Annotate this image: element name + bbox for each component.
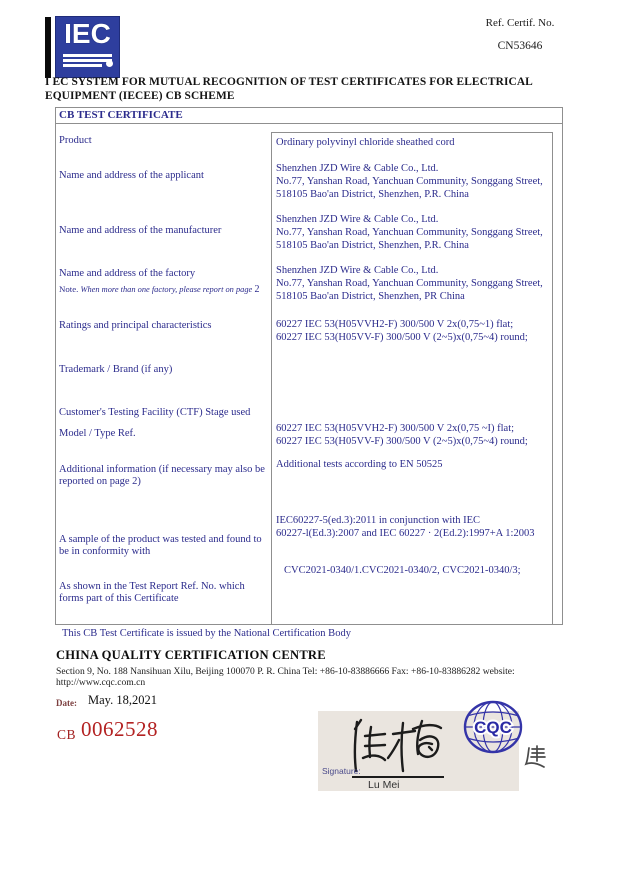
- value-product: Ordinary polyvinyl chloride sheathed cord: [276, 137, 455, 148]
- label-model: Model / Type Ref.: [59, 428, 136, 439]
- value-line: No.77, Yanshan Road, Yanchuan Community, Songgang Street,: [276, 277, 543, 289]
- signature-line: [352, 776, 444, 778]
- ref-certif-block: [430, 17, 610, 52]
- value-line: 518105 Bao'an District, Shenzhen, P.R. China: [276, 239, 469, 251]
- value-factory: [276, 265, 550, 303]
- iec-logo: [55, 16, 120, 78]
- label-conformity: A sample of the product was tested and found to be in conformity with: [59, 534, 262, 557]
- label-factory: Name and address of the factory: [59, 268, 196, 279]
- value-line: 60227-l(Ed.3):2007 and IEC 60227 · 2(Ed.2):1997+A 1:2003: [276, 527, 535, 539]
- certificate-table: [55, 107, 563, 625]
- value-applicant: [276, 163, 550, 201]
- cqc-logo: [462, 699, 524, 757]
- value-line: Shenzhen JZD Wire & Cable Co., Ltd.: [276, 163, 439, 174]
- value-line: 60227 IEC 53(H05VVH2-F) 300/500 V 2x(0,75~1) flat;: [276, 319, 514, 330]
- value-report: CVC2021-0340/1.CVC2021-0340/2, CVC2021-0340/3;: [284, 565, 521, 576]
- value-line: 60227 IEC 53(H05VV-F) 300/500 V (2~5)x(0,75~4) round;: [276, 435, 528, 447]
- factory-note-italic: When more than one factory, please report on page: [80, 285, 253, 294]
- cqc-logo-text: CQC: [474, 718, 512, 737]
- label-report: As shown in the Test Report Ref. No. which forms part of this Certificate: [59, 581, 245, 604]
- cb-number-prefix: CB: [57, 727, 77, 742]
- scheme-title: I EC SYSTEM FOR MUTUAL RECOGNITION OF TEST CERTIFICATES FOR ELECTRICAL EQUIPMENT (IECEE) CB SCHEME: [45, 76, 533, 102]
- scan-edge-bar: [45, 17, 51, 78]
- value-line: 60227 IEC 53(H05VVH2-F) 300/500 V 2x(0,75 ~I) flat;: [276, 423, 515, 434]
- label-applicant: Name and address of the applicant: [59, 170, 204, 181]
- value-line: 518105 Bao'an District, Shenzhen, P.R. China: [276, 188, 469, 200]
- ref-certif-label: Ref. Certif. No.: [485, 17, 555, 29]
- value-line: No.77, Yanshan Road, Yanchuan Community, Songgang Street,: [276, 175, 543, 187]
- factory-note: [59, 284, 274, 295]
- value-line: 518105 Bao'an District, Shenzhen, PR China: [276, 290, 465, 302]
- label-manufacturer: Name and address of the manufacturer: [59, 225, 222, 236]
- value-manufacturer: [276, 214, 550, 252]
- value-conformity: [276, 515, 550, 541]
- values-box: [271, 132, 553, 625]
- value-line: Shenzhen JZD Wire & Cable Co., Ltd.: [276, 265, 439, 276]
- certification-body-name: CHINA QUALITY CERTIFICATION CENTRE: [56, 648, 326, 662]
- label-ctf: Customer's Testing Facility (CTF) Stage used: [59, 407, 251, 418]
- certification-body-address: Section 9, No. 188 Nansihuan Xilu, Beijing 100070 P. R. China Tel: +86-10-83886666 Fax: +86-10-83886282 website: http://www.cqc.com.cn: [56, 666, 515, 688]
- label-additional: Additional information (if necessary may also be reported on page 2): [59, 464, 265, 487]
- factory-note-suffix: 2: [254, 284, 260, 295]
- factory-note-prefix: Note.: [59, 284, 79, 294]
- certificate-heading: CB TEST CERTIFICATE: [56, 108, 562, 124]
- value-model: [276, 423, 550, 449]
- signer-name: Lu Mei: [368, 779, 400, 791]
- label-ratings: Ratings and principal characteristics: [59, 320, 212, 331]
- iec-logo-lines: [63, 54, 112, 70]
- date-label: Date:: [56, 698, 77, 708]
- seal-character: [524, 744, 546, 770]
- label-trademark: Trademark / Brand (if any): [59, 364, 173, 375]
- value-ratings: [276, 319, 550, 345]
- signature-label: Signature:: [322, 766, 361, 776]
- value-line: 60227 IEC 53(H05VV-F) 300/500 V (2~5)x(0,75~4) round;: [276, 331, 528, 343]
- issued-by-note: This CB Test Certificate is issued by the National Certification Body: [62, 628, 351, 639]
- iec-logo-dot: [106, 60, 113, 67]
- iec-logo-text: IEC: [64, 18, 111, 49]
- cb-number: 0062528: [81, 717, 158, 741]
- ref-certif-number: CN53646: [497, 40, 543, 52]
- value-line: Shenzhen JZD Wire & Cable Co., Ltd.: [276, 214, 439, 225]
- date-value: May. 18,2021: [88, 693, 157, 707]
- value-line: No.77, Yanshan Road, Yanchuan Community, Songgang Street,: [276, 226, 543, 238]
- value-additional: Additional tests according to EN 50525: [276, 459, 443, 470]
- label-product: Product: [59, 135, 92, 146]
- value-line: IEC60227-5(ed.3):2011 in conjunction with IEC: [276, 515, 481, 526]
